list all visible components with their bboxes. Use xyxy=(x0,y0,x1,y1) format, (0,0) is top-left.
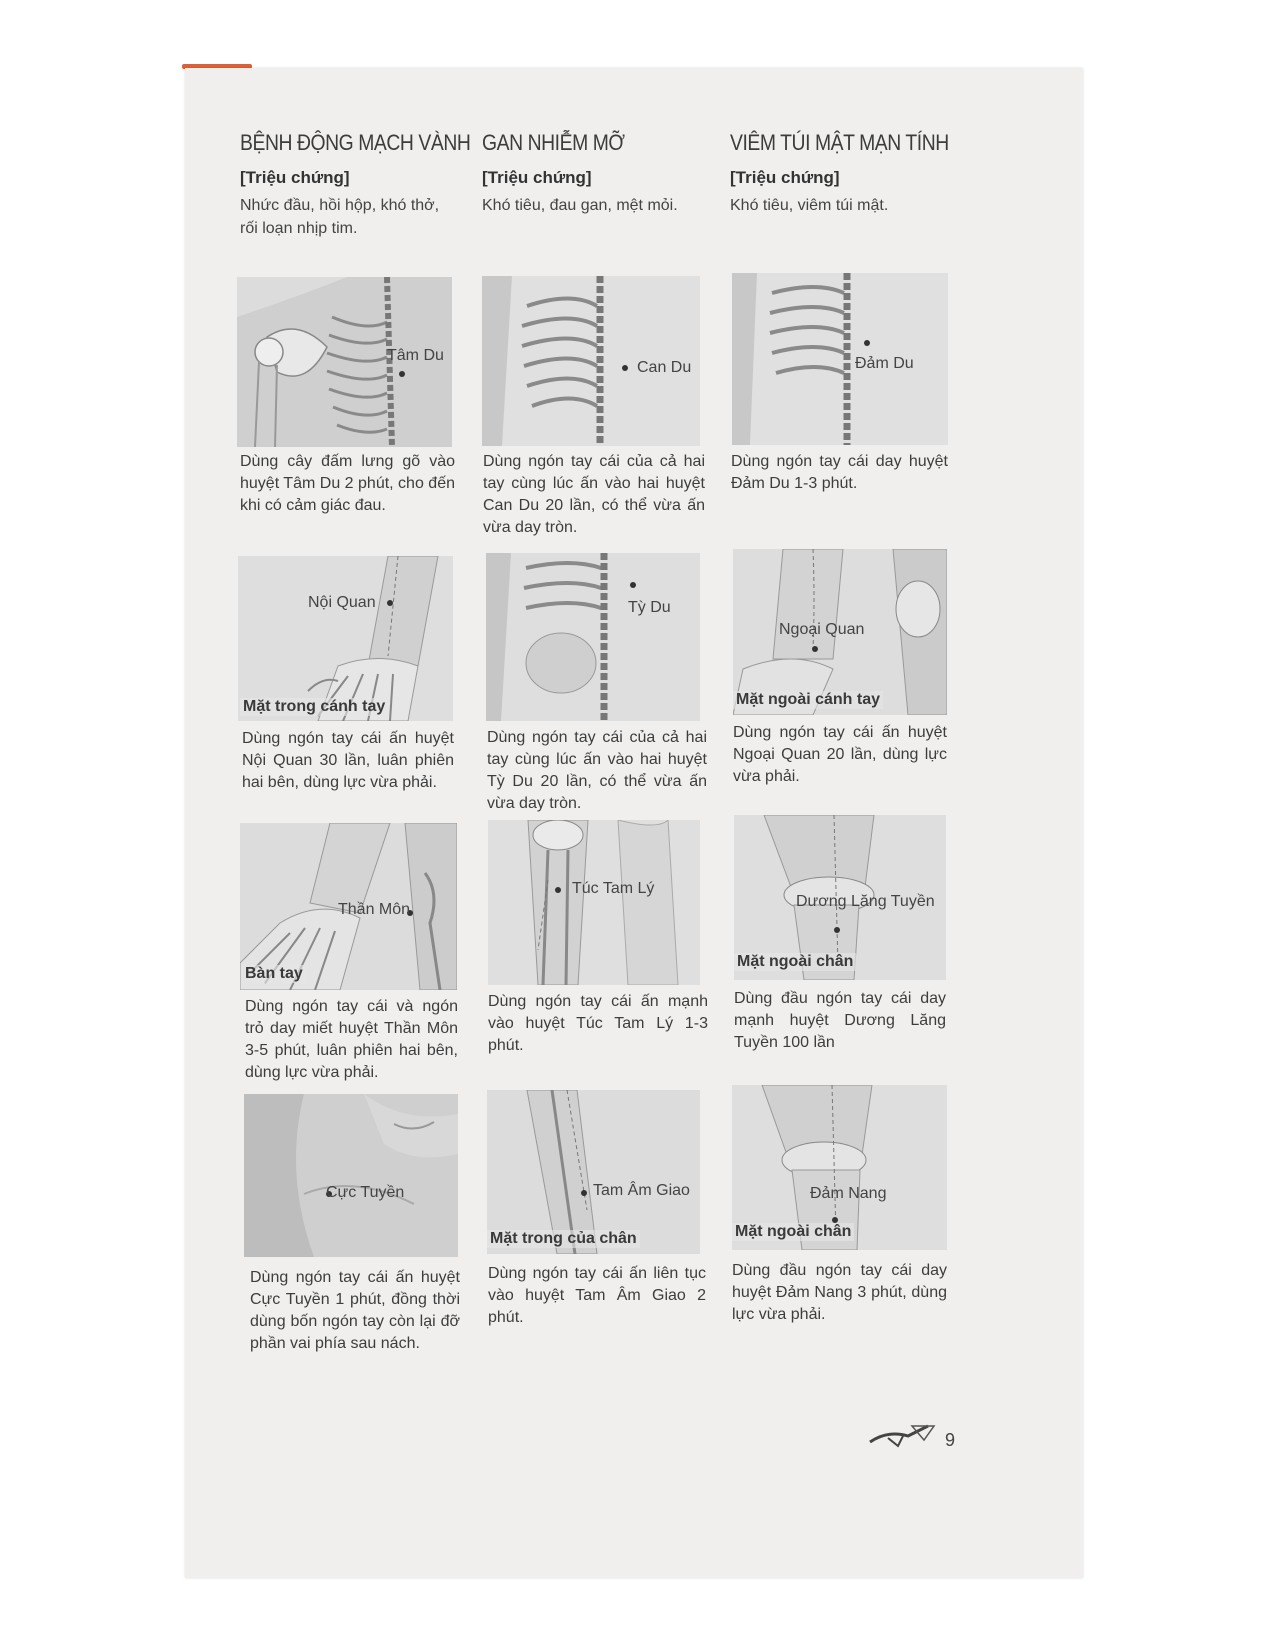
inner-arm-illustration xyxy=(238,556,453,721)
instruction-caption: Dùng ngón tay cái day huyệt Đảm Du 1-3 phút. xyxy=(731,453,948,492)
column-header-cholecystitis xyxy=(730,130,955,217)
instruction-caption: Dùng ngón tay cái ấn mạnh vào huyệt Túc Tam Lý 1-3 phút. xyxy=(488,993,708,1054)
acupoint-label: Túc Tam Lý xyxy=(572,880,655,897)
knee-leg-illustration xyxy=(488,820,700,985)
illustration-ty-du xyxy=(486,553,700,721)
side-label: Mặt ngoài chân xyxy=(734,953,856,971)
side-label: Mặt trong cánh tay xyxy=(240,698,388,716)
lower-back-illustration xyxy=(486,553,700,721)
instruction-caption: Dùng đầu ngón tay cái day mạnh huyệt Dương Lăng Tuyền 100 lần xyxy=(734,990,946,1051)
illustration-can-du xyxy=(482,276,700,446)
side-label: Bàn tay xyxy=(242,965,306,983)
instruction-caption: Dùng đầu ngón tay cái day huyệt Đảm Nang 3 phút, dùng lực vừa phải. xyxy=(732,1262,947,1323)
instruction-caption: Dùng ngón tay cái ấn huyệt Cực Tuyền 1 phút, đồng thời dùng bốn ngón tay còn lại đỡ phần vai phía sau nách. xyxy=(250,1269,460,1352)
instruction-caption: Dùng ngón tay cái ấn liên tục vào huyệt Tam Âm Giao 2 phút. xyxy=(488,1265,706,1326)
illustration-duong-lang-tuyen xyxy=(734,815,946,980)
illustration-noi-quan xyxy=(238,556,453,721)
acupoint-label: Tam Âm Giao xyxy=(593,1182,690,1199)
instruction-caption: Dùng cây đấm lưng gõ vào huyệt Tâm Du 2 phút, cho đến khi có cảm giác đau. xyxy=(240,453,455,514)
illustration-than-mon xyxy=(240,823,457,990)
column-title: BỆNH ĐỘNG MẠCH VÀNH xyxy=(240,130,471,155)
symptom-label: [Triệu chứng] xyxy=(482,168,592,187)
illustration-dam-du xyxy=(732,273,948,445)
column-header-fatty-liver xyxy=(482,130,707,217)
acupoint-label: Cực Tuyền xyxy=(326,1184,405,1201)
column-title: GAN NHIỄM MỠ xyxy=(482,130,625,155)
illustration-dam-nang xyxy=(732,1085,947,1250)
acupoint-label: Nội Quan xyxy=(308,594,376,611)
acupoint-label: Đảm Du xyxy=(855,355,914,372)
column-header-coronary xyxy=(240,130,471,240)
page-number: 9 xyxy=(945,1430,956,1450)
armpit-illustration xyxy=(244,1094,458,1257)
acupoint-label: Tỳ Du xyxy=(628,599,671,616)
illustration-ngoai-quan xyxy=(733,549,947,715)
side-label: Mặt ngoài chân xyxy=(732,1223,854,1241)
instruction-caption: Dùng ngón tay cái của cả hai tay cùng lúc ấn vào hai huyệt Can Du 20 lần, có thể vừa ấn vừa day tròn. xyxy=(483,453,705,536)
acupoint-label: Đảm Nang xyxy=(810,1185,887,1202)
instruction-caption: Dùng ngón tay cái ấn huyệt Nội Quan 30 lần, luân phiên hai bên, dùng lực vừa phải. xyxy=(242,730,454,791)
side-label: Mặt trong của chân xyxy=(487,1230,640,1248)
instruction-caption: Dùng ngón tay cái ấn huyệt Ngoại Quan 20 lần, dùng lực vừa phải. xyxy=(733,724,947,785)
illustration-tuc-tam-ly xyxy=(488,820,700,985)
illustration-tam-am-giao xyxy=(487,1090,700,1254)
column-title: VIÊM TÚI MẬT MẠN TÍNH xyxy=(730,130,949,155)
back-ribcage-illustration xyxy=(732,273,948,445)
acupoint-label: Dương Lăng Tuyền xyxy=(796,893,935,910)
illustration-cuc-tuyen xyxy=(244,1094,458,1257)
acupoint-label: Can Du xyxy=(637,359,692,376)
symptom-text: Khó tiêu, đau gan, mệt mỏi. xyxy=(482,197,678,214)
side-label: Mặt ngoài cánh tay xyxy=(733,691,883,709)
acupoint-label: Tâm Du xyxy=(387,347,444,364)
instruction-caption: Dùng ngón tay cái của cả hai tay cùng lúc ấn vào hai huyệt Tỳ Du 20 lần, có thể vừa ấn vừa day tròn. xyxy=(487,729,707,812)
acupoint-label: Thần Môn xyxy=(338,901,411,918)
acupoint-label: Ngoại Quan xyxy=(779,621,865,638)
symptom-label: [Triệu chứng] xyxy=(730,168,840,187)
symptom-text: Nhức đầu, hồi hộp, khó thở, rối loạn nhịp tim. xyxy=(240,197,440,237)
symptom-label: [Triệu chứng] xyxy=(240,168,350,187)
footer-ornament-icon xyxy=(868,1420,938,1450)
symptom-text: Khó tiêu, viêm túi mật. xyxy=(730,197,889,214)
illustration-tam-du xyxy=(237,277,452,447)
instruction-caption: Dùng ngón tay cái và ngón trỏ day miết huyệt Thần Môn 3-5 phút, luân phiên hai bên, dùng lực vừa phải. xyxy=(245,998,458,1081)
